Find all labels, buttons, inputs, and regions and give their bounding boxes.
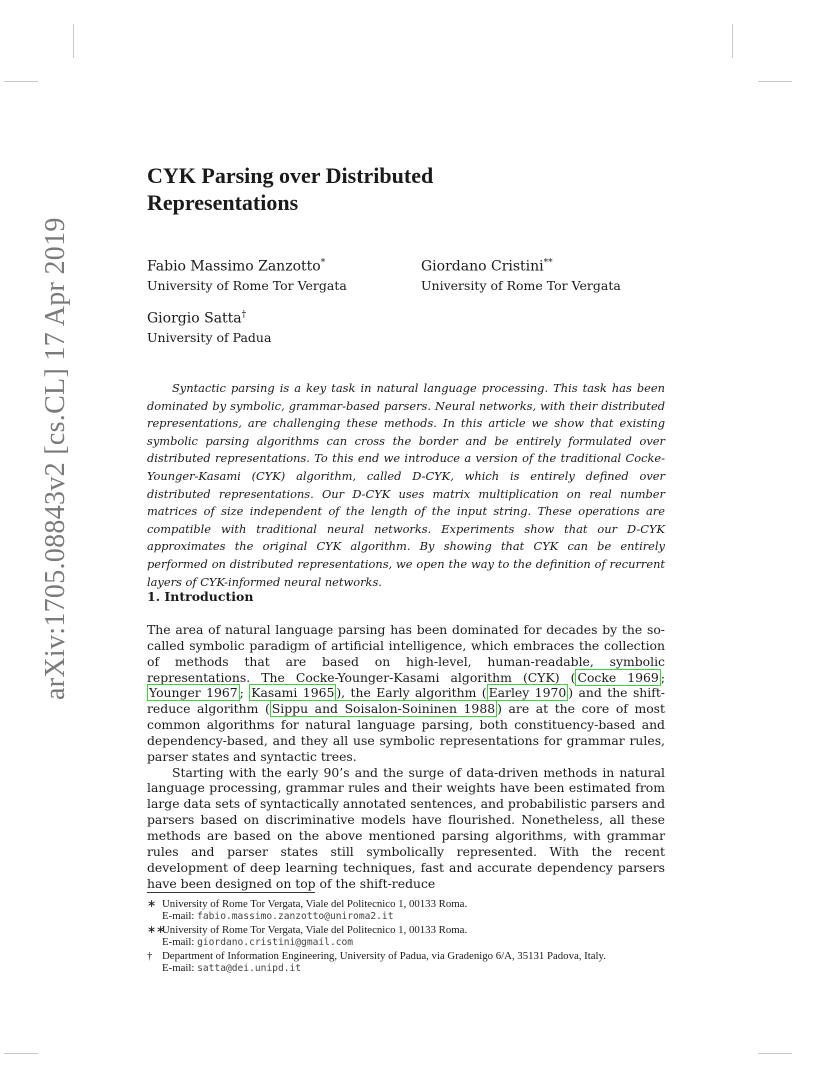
footnote-rule	[147, 892, 315, 893]
email-link[interactable]: giordano.cristini@gmail.com	[197, 937, 354, 949]
author-name: Fabio Massimo Zanzotto*	[147, 258, 326, 275]
section-heading: 1. Introduction	[147, 589, 254, 604]
author-block-2	[421, 254, 621, 294]
author-block-3	[147, 306, 271, 346]
crop-mark	[758, 81, 792, 82]
title-line-1: CYK Parsing over Distributed	[147, 163, 434, 188]
citation-link[interactable]: Sippu and Soisalon-Soininen 1988	[271, 701, 496, 717]
crop-mark	[4, 81, 38, 82]
email-link[interactable]: fabio.massimo.zanzotto@uniroma2.it	[197, 911, 394, 923]
author-block-1	[147, 254, 347, 294]
footnote-text: University of Rome Tor Vergata, Viale del Politecnico 1, 00133 Roma.	[162, 923, 468, 936]
abstract: Syntactic parsing is a key task in natural language processing. This task has been dominated by symbolic, grammar-based parsers. Neural networks, with their distributed representations, are challenging these methods. In this article we show that existing symbolic parsing algorithms can cross the border and be entirely formulated over distributed representations. To this end we introduce a version of the traditional Cocke-Younger-Kasami (CYK) algorithm, called D-CYK, which is entirely defined over distributed representations. Our D-CYK uses matrix multiplication on real number matrices of size independent of the length of the input string. These operations are compatible with traditional neural networks. Experiments show that our D-CYK approximates the original CYK algorithm. By showing that CYK can be entirely performed on distributed representations, we open the way to the definition of recurrent layers of CYK-informed neural networks.	[147, 381, 665, 589]
citation-link[interactable]: Kasami 1965	[251, 685, 335, 701]
citation-link[interactable]: Earley 1970	[488, 685, 567, 701]
crop-mark	[4, 1053, 38, 1054]
footnote-email-line: E-mail: fabio.massimo.zanzotto@uniroma2.it	[162, 910, 394, 923]
arxiv-identifier: arXiv:1705.08843v2 [cs.CL] 17 Apr 2019	[40, 217, 71, 700]
title-line-2: Representations	[147, 190, 299, 215]
author-mark: *	[320, 258, 326, 268]
introduction-body	[147, 622, 665, 891]
footnote	[147, 898, 687, 924]
author-affiliation: University of Rome Tor Vergata	[421, 277, 621, 293]
footnote-text: Department of Information Engineering, University of Padua, via Gradenigo 6/A, 35131 Padova, Italy.	[162, 949, 606, 962]
footnote-email-line: E-mail: satta@dei.unipd.it	[162, 962, 302, 975]
footnotes	[147, 898, 687, 975]
paragraph: Starting with the early 90’s and the surge of data-driven methods in natural language processing, grammar rules and their weights have been estimated from large data sets of syntactically annotated sentences, and probabilistic parsers and parsers based on discriminative models have flourished. Nonetheless, all these methods are based on the above mentioned parsing algorithms, with grammar rules and parser states still symbolically represented. With the recent development of deep learning techniques, fast and accurate dependency parsers have been designed on top of the shift-reduce	[147, 764, 665, 891]
author-mark: **	[543, 258, 553, 268]
footnote-mark: ∗	[147, 898, 157, 910]
citation-link[interactable]: Younger 1967	[149, 685, 238, 701]
author-name: Giordano Cristini**	[421, 258, 553, 275]
paragraph: The area of natural language parsing has been dominated for decades by the so-called symbolic paradigm of artificial intelligence, which embraces the collection of methods that are based on high-level, human-readable, symbolic representations. The Cocke-Younger-Kasami algorithm (CYK) ( Cocke 1969 ; Younger 1967 ; Kasami 1965 ), the Early algorithm ( Earley 1970 ) and the shift-reduce algorithm ( Sippu and Soisalon-Soininen 1988 ) are at the core of most common algorithms for natural language parsing, both constituency-based and dependency-based, and they all use symbolic representations for grammar rules, parser states and syntactic trees.	[147, 622, 666, 764]
crop-mark	[73, 24, 74, 58]
email-link[interactable]: satta@dei.unipd.it	[197, 963, 302, 975]
author-affiliation: University of Padua	[147, 329, 272, 345]
author-affiliation: University of Rome Tor Vergata	[147, 277, 347, 293]
footnote-email-line: E-mail: giordano.cristini@gmail.com	[162, 936, 354, 949]
citation-link[interactable]: Cocke 1969	[577, 669, 659, 685]
author-name: Giorgio Satta†	[147, 310, 247, 327]
crop-mark	[732, 24, 733, 58]
footnote-mark: †	[147, 949, 153, 962]
footnote	[147, 924, 687, 950]
footnote-mark: ∗∗	[147, 923, 166, 936]
author-mark: †	[241, 310, 247, 320]
paper-title	[147, 162, 433, 216]
crop-mark	[758, 1053, 792, 1054]
footnote-text: University of Rome Tor Vergata, Viale del Politecnico 1, 00133 Roma.	[162, 898, 468, 910]
footnote	[147, 950, 687, 976]
